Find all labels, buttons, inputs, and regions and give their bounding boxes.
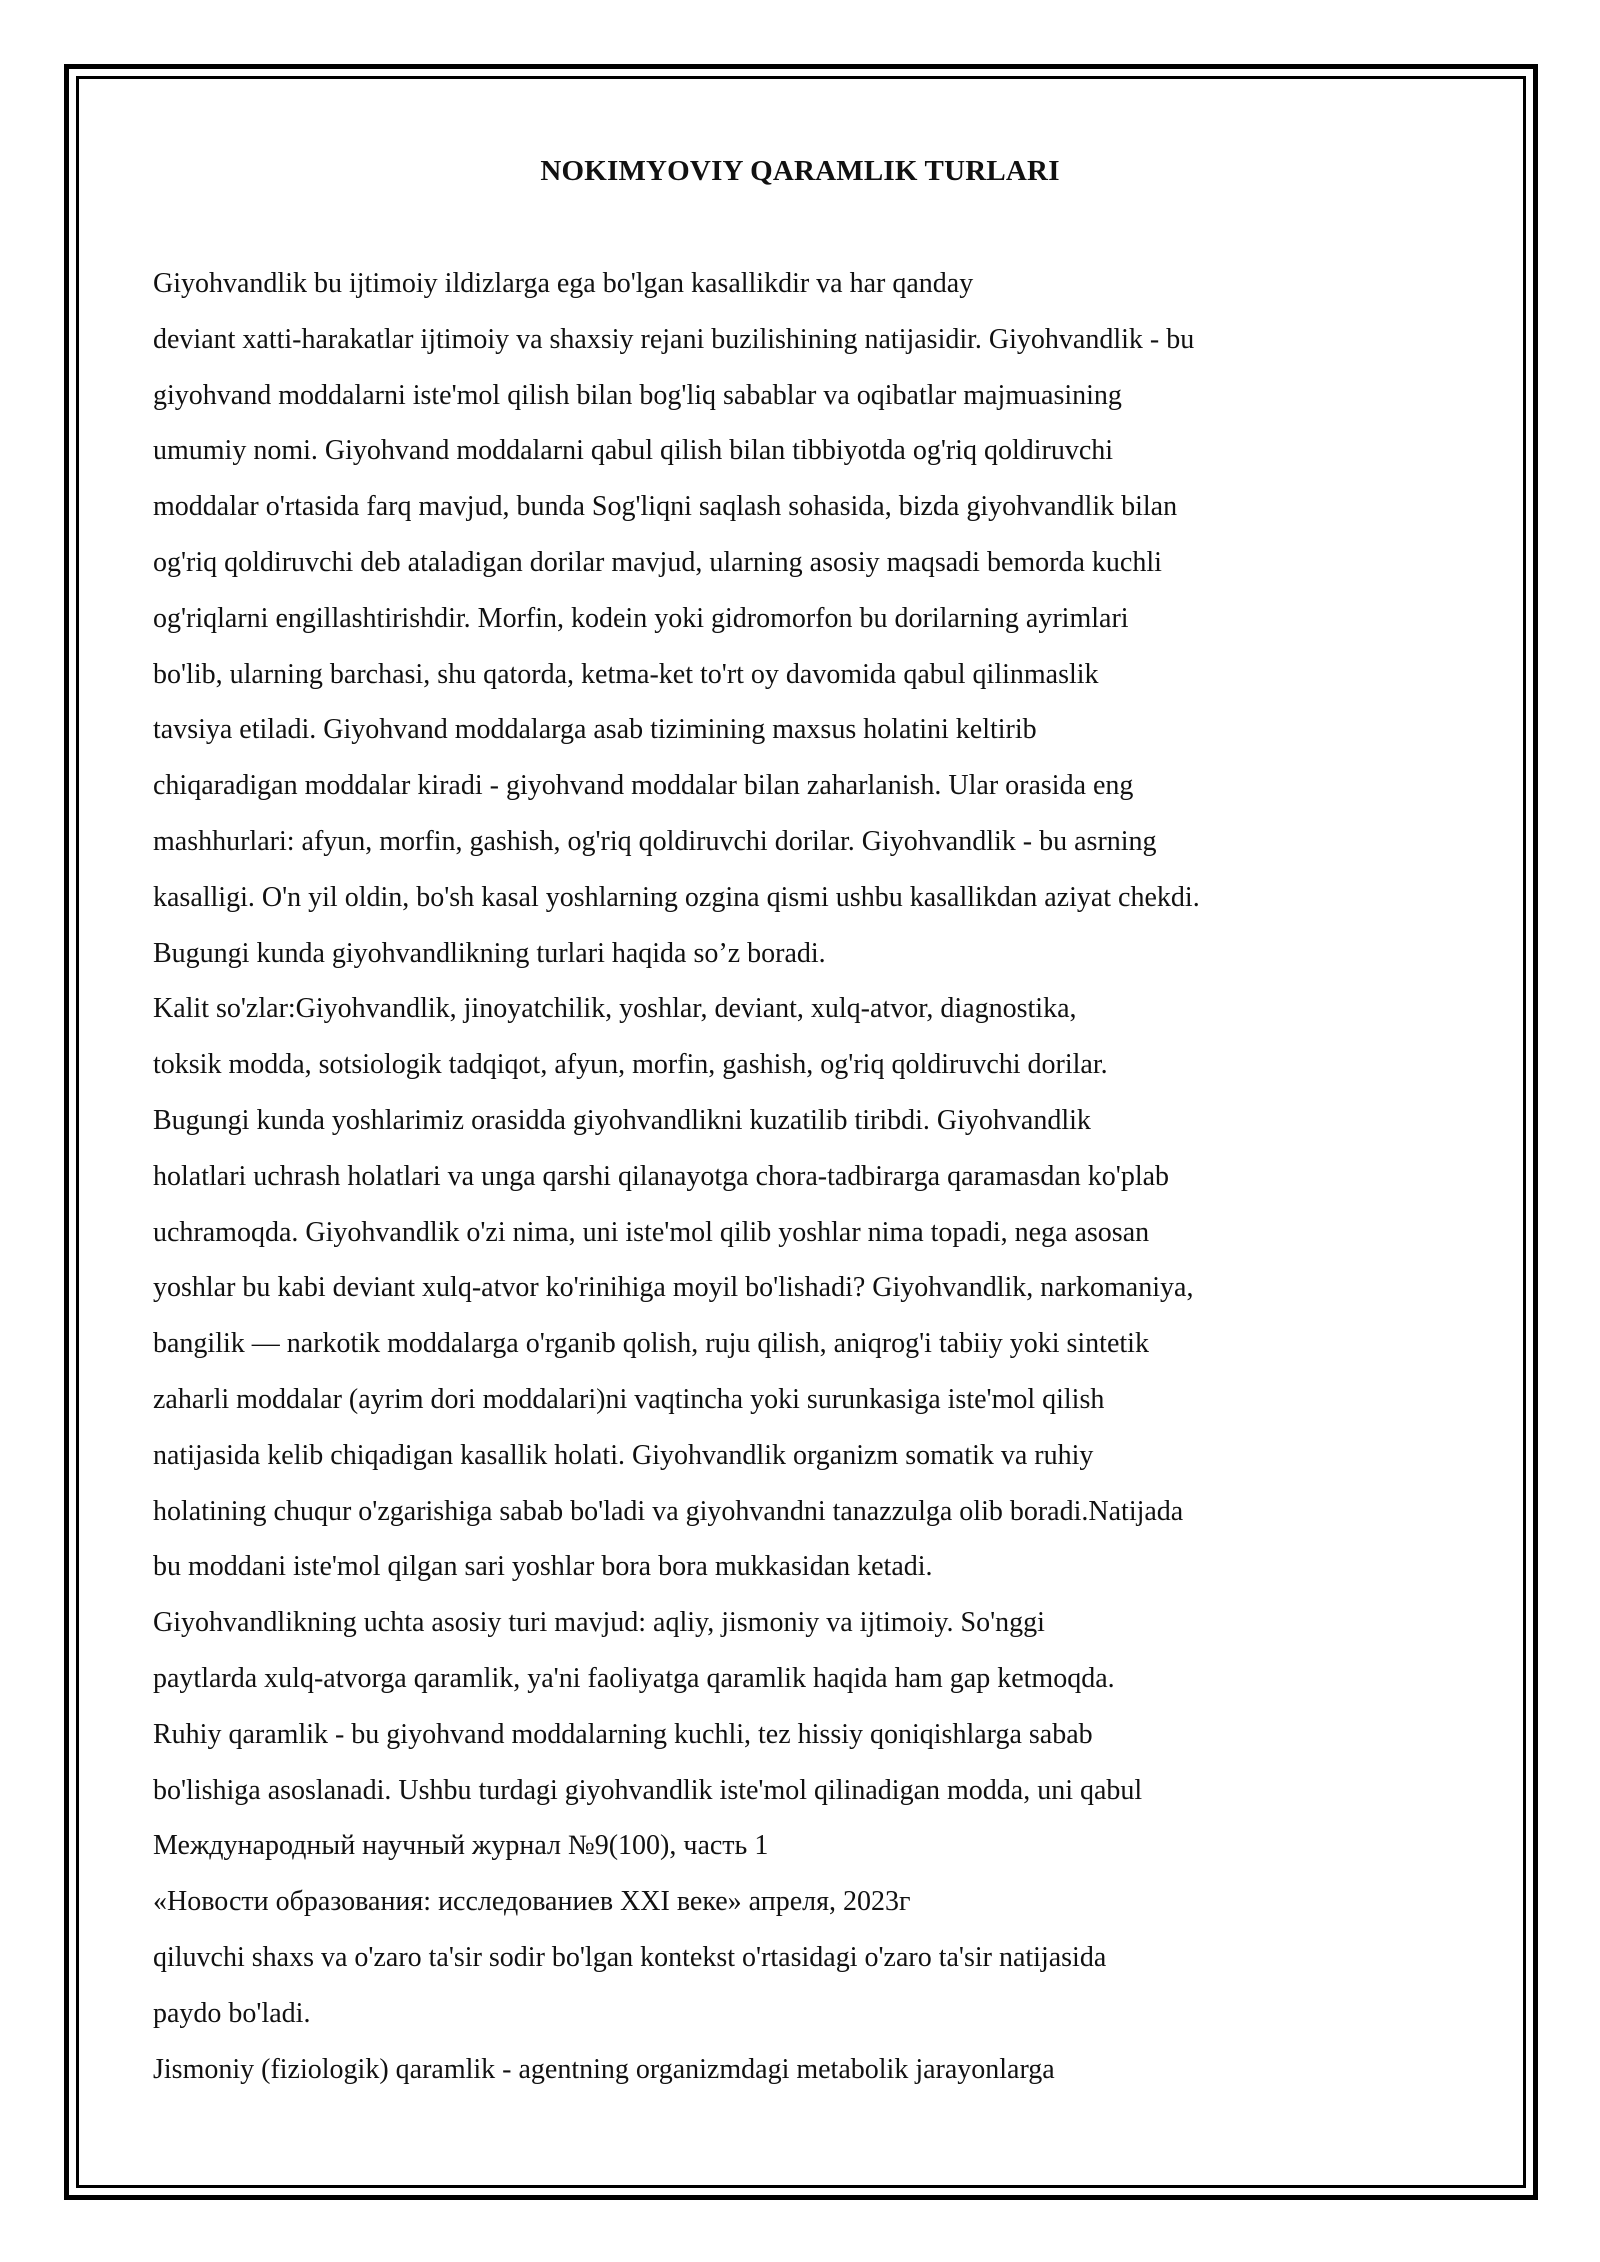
text-line: bu moddani iste'mol qilgan sari yoshlar bora bora mukkasidan ketadi.	[153, 1551, 933, 1583]
keywords-line: Kalit so'zlar:Giyohvandlik, jinoyatchilik, yoshlar, deviant, xulq-atvor, diagnostika,	[153, 993, 1077, 1025]
text-line: natijasida kelib chiqadigan kasallik holati. Giyohvandlik organizm somatik va ruhiy	[153, 1439, 1094, 1471]
text-line: yoshlar bu kabi deviant xulq-atvor ko'rinihiga moyil bo'lishadi? Giyohvandlik, narkomaniya,	[153, 1272, 1194, 1304]
text-line: tavsiya etiladi. Giyohvand moddalarga asab tizimining maxsus holatini keltirib	[153, 714, 1037, 746]
document-title: NOKIMYOVIY QARAMLIK TURLARI	[540, 155, 1060, 187]
text-line: paytlarda xulq-atvorga qaramlik, ya'ni faoliyatga qaramlik haqida ham gap ketmoqda.	[153, 1662, 1115, 1694]
document-body	[153, 266, 1453, 2107]
text-line: giyohvand moddalarni iste'mol qilish bilan bog'liq sabablar va oqibatlar majmuasining	[153, 379, 1122, 411]
text-line: og'riq qoldiruvchi deb ataladigan dorilar mavjud, ularning asosiy maqsadi bemorda kuchli	[153, 546, 1162, 578]
keywords-line: toksik modda, sotsiologik tadqiqot, afyun, morfin, gashish, og'riq qoldiruvchi dorilar.	[153, 1049, 1108, 1081]
text-line: kasalligi. O'n yil oldin, bo'sh kasal yoshlarning ozgina qismi ushbu kasallikdan aziyat chekdi.	[153, 881, 1200, 913]
text-line: bo'lishiga asoslanadi. Ushbu turdagi giyohvandlik iste'mol qilinadigan modda, uni qabul	[153, 1774, 1143, 1806]
text-line: qiluvchi shaxs va o'zaro ta'sir sodir bo'lgan kontekst o'rtasidagi o'zaro ta'sir natijasida	[153, 1941, 1107, 1973]
text-line: mashhurlari: afyun, morfin, gashish, og'riq qoldiruvchi dorilar. Giyohvandlik - bu asrning	[153, 825, 1157, 857]
text-line: uchramoqda. Giyohvandlik o'zi nima, uni iste'mol qilib yoshlar nima topadi, nega asosan	[153, 1216, 1150, 1248]
text-line: Bugungi kunda yoshlarimiz orasidda giyohvandlikni kuzatilib tiribdi. Giyohvandlik	[153, 1104, 1091, 1136]
text-line: og'riqlarni engillashtirishdir. Morfin, kodein yoki gidromorfon bu dorilarning ayrimlari	[153, 602, 1129, 634]
text-line: zaharli moddalar (ayrim dori moddalari)ni vaqtincha yoki surunkasiga iste'mol qilish	[153, 1383, 1105, 1415]
text-line: paydo bo'ladi.	[153, 1997, 311, 2029]
text-line: Ruhiy qaramlik - bu giyohvand moddalarning kuchli, tez hissiy qoniqishlarga sabab	[153, 1718, 1093, 1750]
journal-info-line: Международный научный журнал №9(100), часть 1	[153, 1830, 769, 1862]
text-line: bangilik — narkotik moddalarga o'rganib qolish, ruju qilish, aniqrog'i tabiiy yoki sintetik	[153, 1328, 1149, 1360]
text-line: bo'lib, ularning barchasi, shu qatorda, ketma-ket to'rt oy davomida qabul qilinmaslik	[153, 658, 1099, 690]
journal-info-line: «Новости образования: исследованиев XXI веке» апреля, 2023г	[153, 1886, 911, 1918]
text-line: holatining chuqur o'zgarishiga sabab bo'ladi va giyohvandni tanazzulga olib boradi.Natijada	[153, 1495, 1184, 1527]
text-line: moddalar o'rtasida farq mavjud, bunda Sog'liqni saqlash sohasida, bizda giyohvandlik bilan	[153, 491, 1178, 523]
text-line: Giyohvandlikning uchta asosiy turi mavjud: aqliy, jismoniy va ijtimoiy. So'nggi	[153, 1607, 1045, 1639]
text-line: deviant xatti-harakatlar ijtimoiy va shaxsiy rejani buzilishining natijasidir. Giyohvandlik - bu	[153, 323, 1195, 355]
text-line: holatlari uchrash holatlari va unga qarshi qilanayotga chora-tadbirarga qaramasdan ko'plab	[153, 1160, 1170, 1192]
text-line: chiqaradigan moddalar kiradi - giyohvand moddalar bilan zaharlanish. Ular orasida eng	[153, 770, 1134, 802]
text-line: umumiy nomi. Giyohvand moddalarni qabul qilish bilan tibbiyotda og'riq qoldiruvchi	[153, 435, 1114, 467]
text-line: Jismoniy (fiziologik) qaramlik - agentning organizmdagi metabolik jarayonlarga	[153, 2053, 1055, 2085]
text-line: Giyohvandlik bu ijtimoiy ildizlarga ega bo'lgan kasallikdir va har qanday	[153, 268, 974, 299]
text-line: Bugungi kunda giyohvandlikning turlari haqida so’z boradi.	[153, 937, 826, 969]
